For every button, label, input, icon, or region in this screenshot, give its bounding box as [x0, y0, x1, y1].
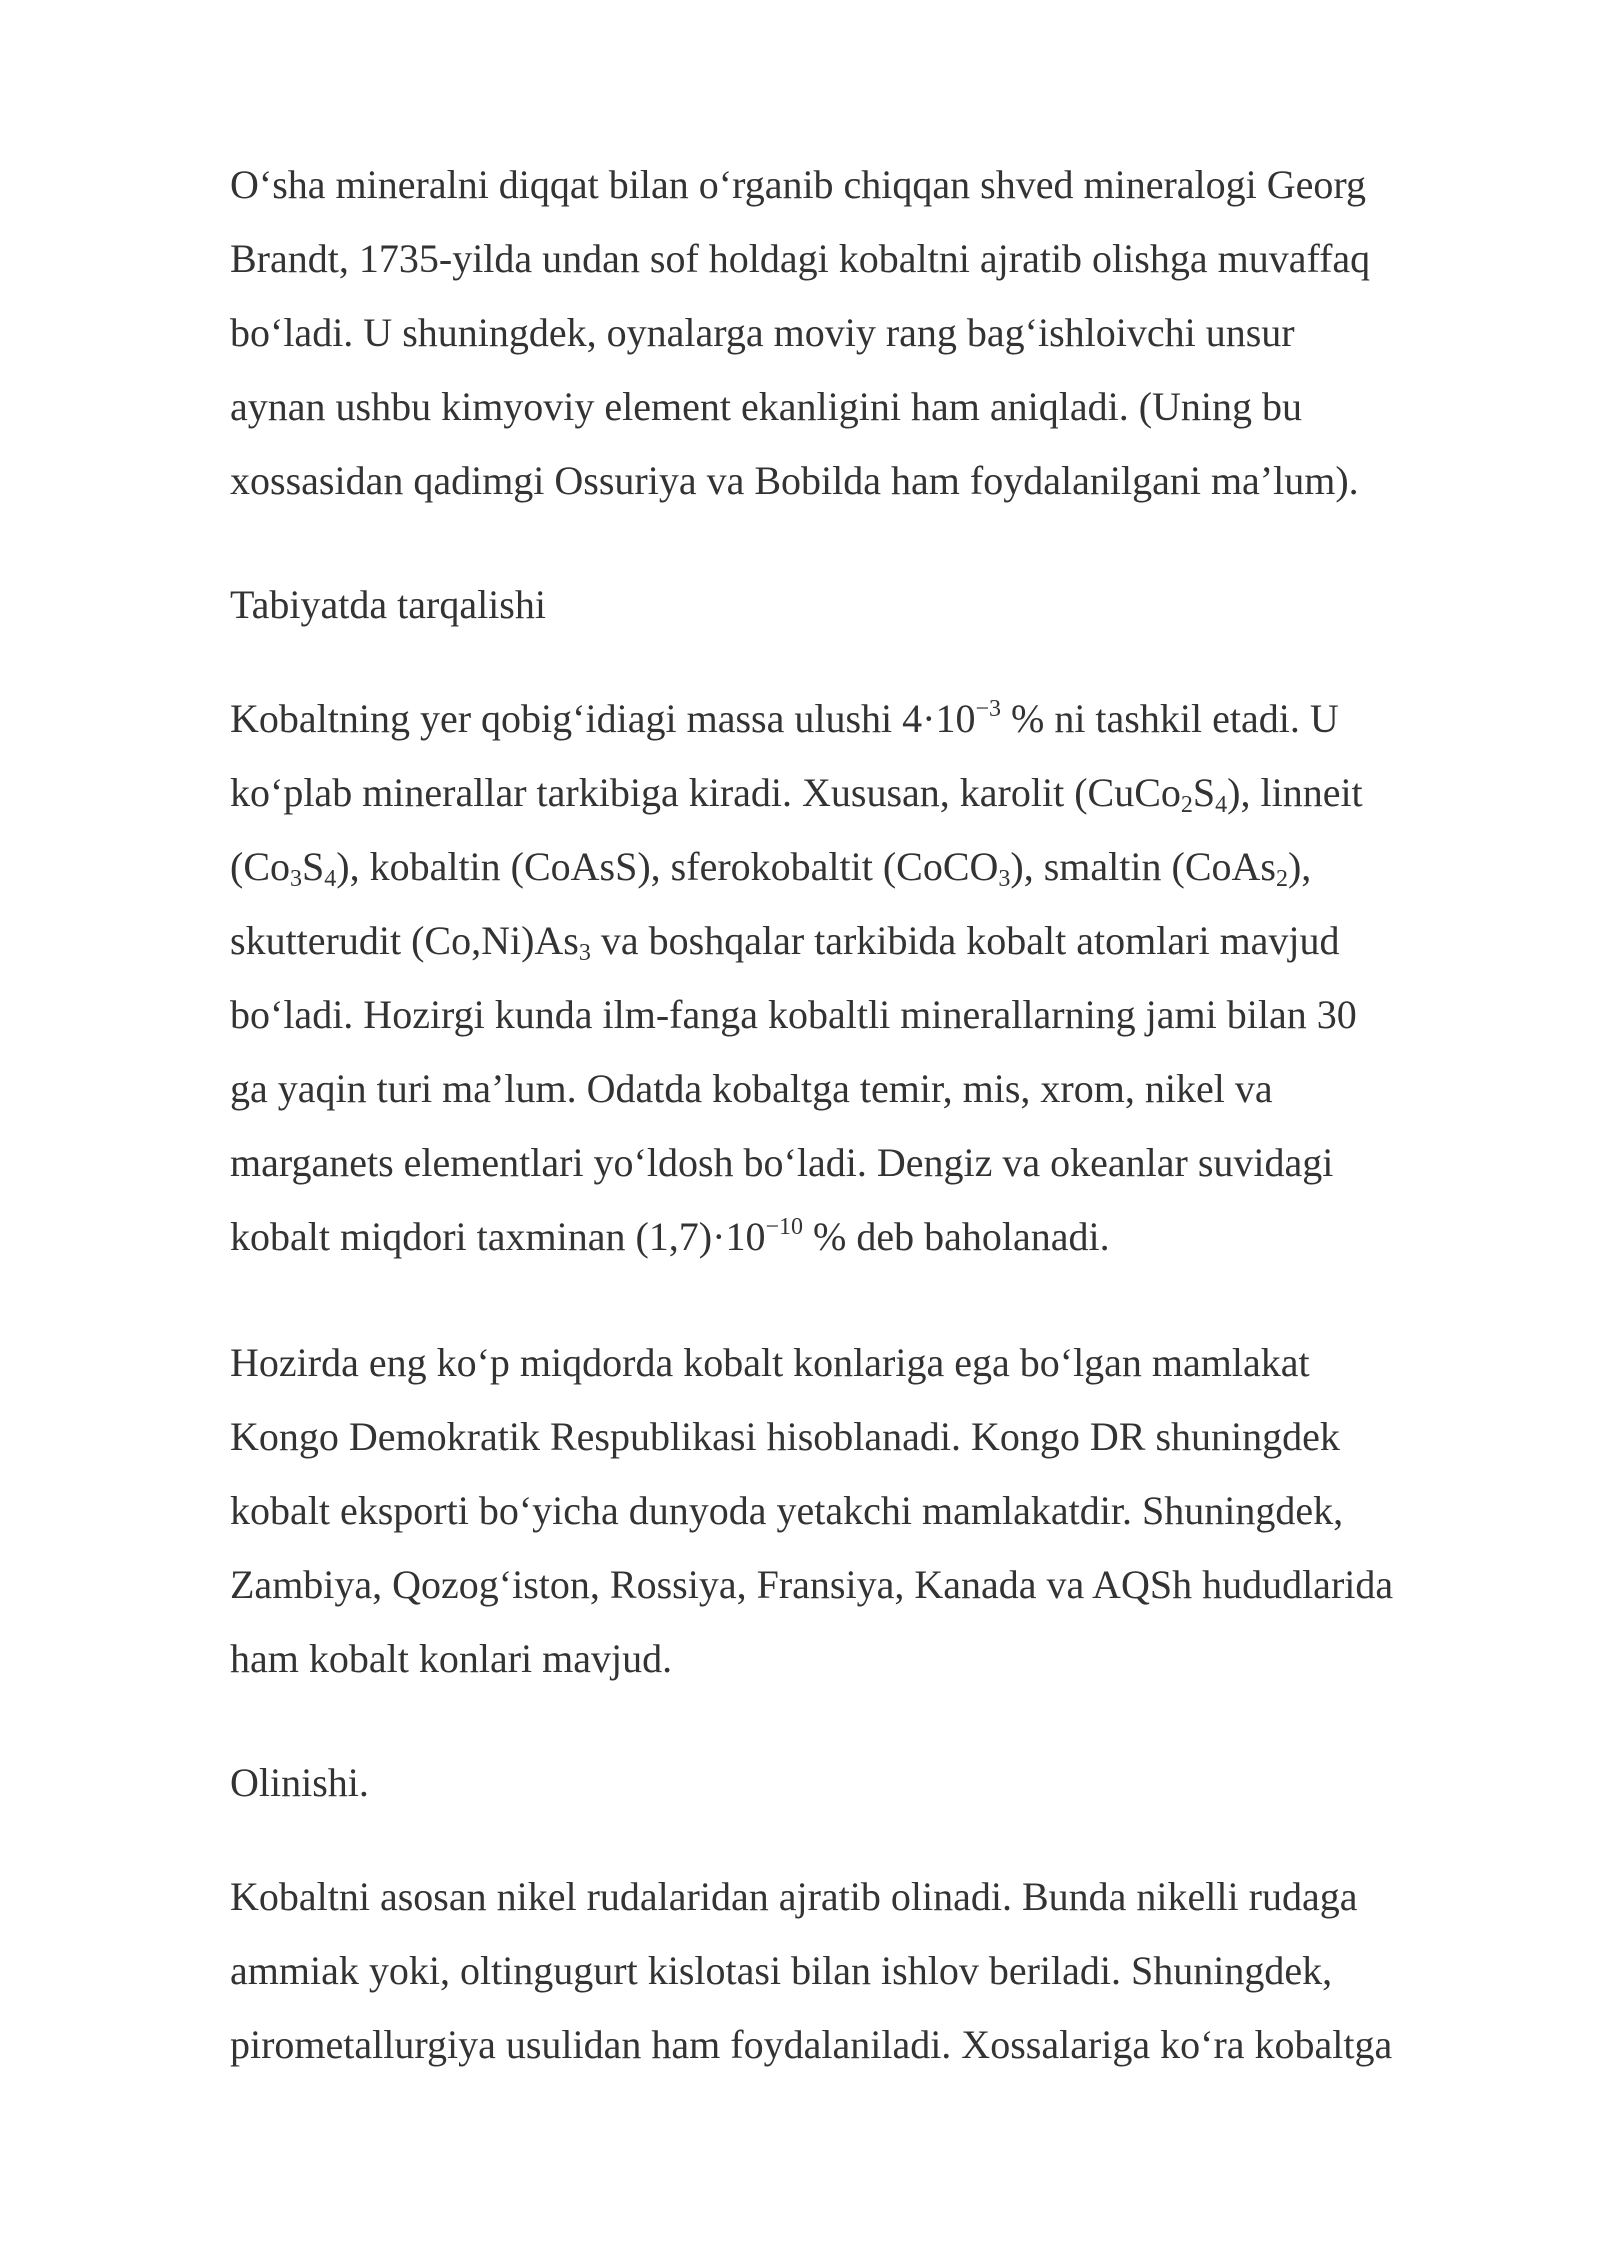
text-line: ko‘plab minerallar tarkibiga kiradi. Xususan, karolit $(CuCo_2S_4)$, linneit	[230, 770, 1363, 818]
text-line: marganets elementlari yo‘ldosh bo‘ladi. Dengiz va okeanlar suvidagi	[230, 1140, 1334, 1185]
text-line: Brandt, 1735-yilda undan sof holdagi kobaltni ajratib olishga muvaffaq	[230, 236, 1371, 281]
text-line: ammiak yoki, oltingugurt kislotasi bilan ishlov beriladi. Shuningdek,	[230, 1948, 1333, 1993]
superscript: −10	[765, 1214, 803, 1240]
superscript: −3	[975, 696, 1001, 722]
subscript: 2	[1180, 792, 1193, 818]
text-line: O‘sha mineralni diqqat bilan o‘rganib chiqqan shved mineralogi Georg	[230, 162, 1367, 207]
subscript: 2	[1275, 866, 1288, 892]
text-line: Zambiya, Qozog‘iston, Rossiya, Fransiya, Kanada va AQSh hududlarida	[230, 1562, 1394, 1607]
text-line: skutterudit $(Co,Ni)As_3$ va boshqalar tarkibida kobalt atomlari mavjud	[230, 918, 1340, 966]
text-line: kobalt miqdori taxminan $(1,7)\cdot 10^{-10}$ % deb baholanadi.	[230, 1214, 1110, 1259]
text-line: xossasidan qadimgi Ossuriya va Bobilda ham foydalanilgani ma’lum).	[230, 458, 1359, 503]
paragraph-deposits	[230, 1326, 1550, 1696]
subscript: 4	[324, 866, 337, 892]
text-line: ham kobalt konlari mavjud.	[230, 1636, 673, 1681]
text-line: Hozirda eng ko‘p miqdorda kobalt konlariga ega bo‘lgan mamlakat	[230, 1340, 1310, 1385]
text-line: pirometallurgiya usulidan ham foydalaniladi. Xossalariga ko‘ra kobaltga	[230, 2022, 1393, 2067]
text-line: Kongo Demokratik Respublikasi hisoblanadi. Kongo DR shuningdek	[230, 1414, 1340, 1459]
section-heading-distribution: Tabiyatda tarqalishi	[230, 582, 546, 627]
paragraph-distribution	[230, 682, 1550, 1274]
subscript: 3	[998, 866, 1011, 892]
paragraph-production	[230, 1860, 1550, 2082]
document-page	[230, 148, 1550, 2082]
text-line: bo‘ladi. U shuningdek, oynalarga moviy rang bag‘ishloivchi unsur	[230, 310, 1295, 355]
text-line: ga yaqin turi ma’lum. Odatda kobaltga temir, mis, xrom, nikel va	[230, 1066, 1273, 1111]
text-line: Kobaltni asosan nikel rudalaridan ajratib olinadi. Bunda nikelli rudaga	[230, 1874, 1358, 1919]
text-line: aynan ushbu kimyoviy element ekanligini ham aniqladi. (Uning bu	[230, 384, 1303, 429]
paragraph-history	[230, 148, 1550, 518]
subscript: 3	[290, 866, 302, 892]
subscript: 3	[578, 940, 591, 966]
text-line: $(Co_3S_4)$, kobaltin (CoAsS), sferokobaltit (CoCO$_3$), smaltin (CoAs$_2$),	[230, 844, 1312, 892]
subscript: 4	[1215, 792, 1228, 818]
text-line: bo‘ladi. Hozirgi kunda ilm-fanga kobaltli minerallarning jami bilan 30	[230, 992, 1357, 1037]
text-line: kobalt eksporti bo‘yicha dunyoda yetakchi mamlakatdir. Shuningdek,	[230, 1488, 1344, 1533]
text-line: Kobaltning yer qobig‘idiagi massa ulushi $4\cdot 10^{-3}$ % ni tashkil etadi. U	[230, 696, 1339, 741]
section-heading-production: Olinishi.	[230, 1760, 369, 1805]
